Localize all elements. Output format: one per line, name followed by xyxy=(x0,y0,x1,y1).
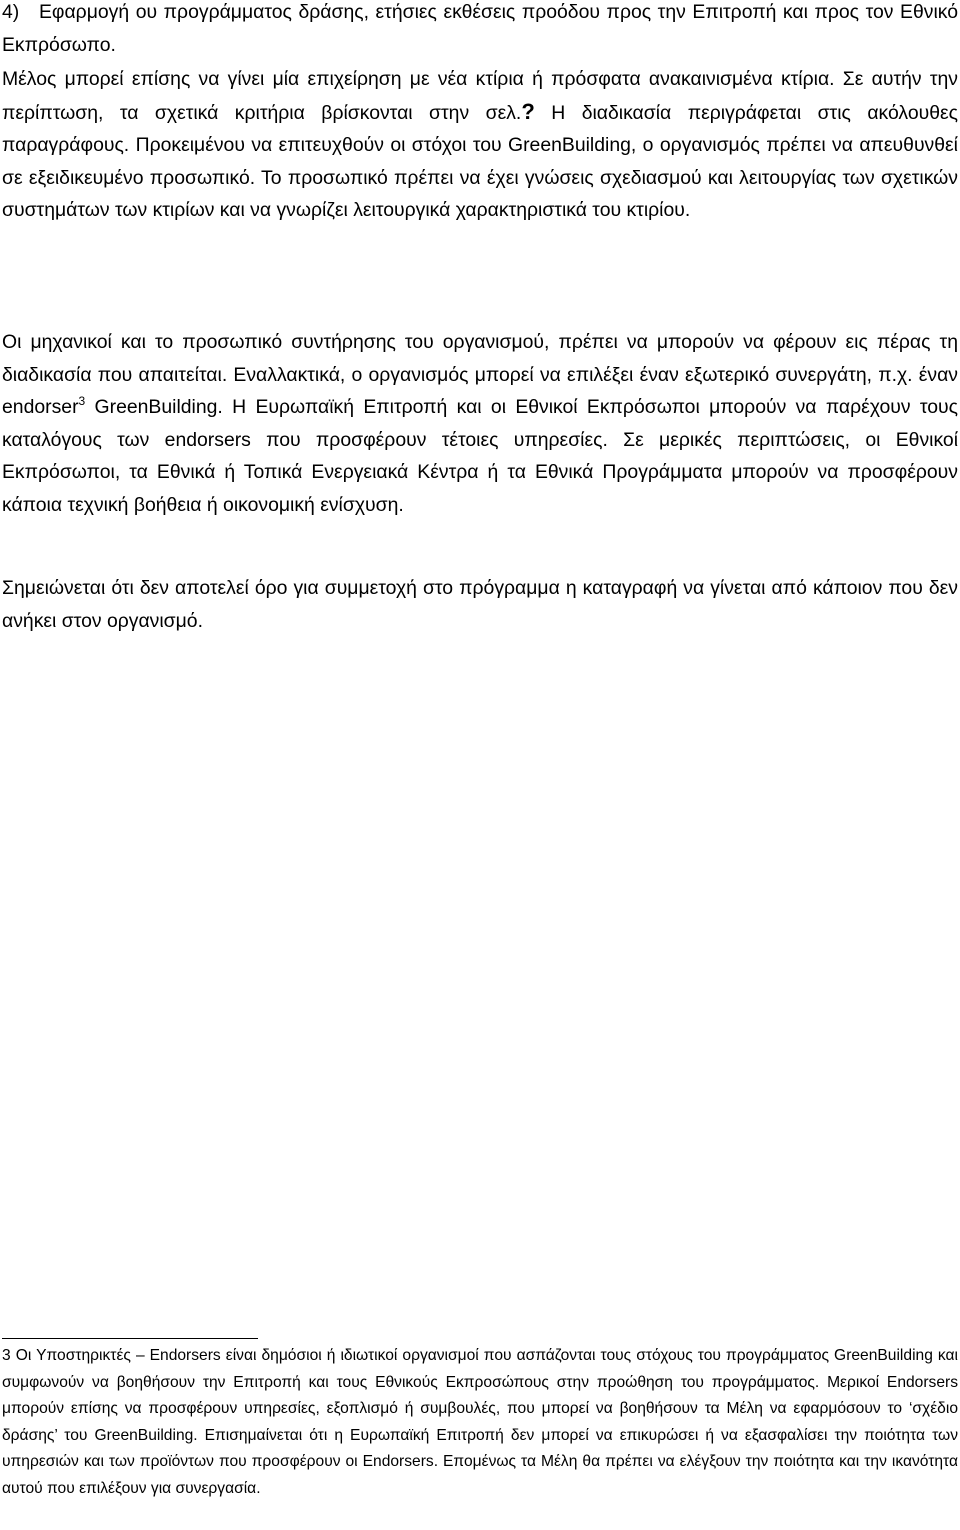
footnote xyxy=(2,1343,958,1502)
paragraph-engineers xyxy=(2,326,958,522)
list-item-number: 4) xyxy=(2,1,20,23)
footnote-number: 3 xyxy=(2,1347,11,1364)
paragraph-new-buildings xyxy=(2,63,958,227)
broken-reference-mark: ? xyxy=(521,98,535,124)
paragraph-text: Μέλος μπορεί επίσης να γίνει μία επιχείρηση με νέα κτίρια ή πρόσφατα ανακαινισμένα κτίρια. Σε αυτήν την περίπτωση, τα σχετικά κριτήρια βρίσκονται στην σελ. xyxy=(2,68,958,124)
footnote-reference: 3 xyxy=(78,394,86,409)
footnote-text: Οι Υποστηρικτές – Endorsers είναι δημόσιοι ή ιδιωτικοί οργανισμοί που ασπάζονται τους στόχους του προγράμματος GreenBuilding και συμφωνούν να βοηθήσουν την Επιτροπή και τους Εθνικούς Εκπροσώπους στην προώθηση του προγράμματος. Μερικοί Endorsers μπορούν επίσης να προσφέρουν υπηρεσίες, εξοπλισμό ή συμβουλές, που μπορεί να βοηθήσουν τα Μέλη να εφαρμόσουν το ‘σχέδιο δράσης’ του GreenBuilding. Επισημαίνεται ότι η Ευρωπαϊκή Επιτροπή δεν μπορεί να επικυρώσει ή να εξασφαλίσει την ποιότητα των υπηρεσιών και των προϊόντων που προσφέρουν οι Endorsers. Επομένως τα Μέλη θα πρέπει να ελέγξουν την ποιότητα και την ικανότητα αυτού που επιλέξουν για συνεργασία. xyxy=(2,1347,959,1497)
numbered-list-item xyxy=(2,0,958,61)
paragraph-text: GreenBuilding. Η Ευρωπαϊκή Επιτροπή και οι Εθνικοί Εκπρόσωποι μπορούν να παρέχουν τους καταλόγους των endorsers που προσφέρουν τέτοιες υπηρεσίες. Σε μερικές περιπτώσεις, οι Εθνικοί Εκπρόσωποι, τα Εθνικά ή Τοπικά Ενεργειακά Κέντρα ή τα Εθνικά Προγράμματα μπορούν να προσφέρουν κάποια τεχνική βοήθεια ή οικονομική ενίσχυση. xyxy=(2,396,958,516)
paragraph-text: Η διαδικασία περιγράφεται στις ακόλουθες παραγράφους. Προκειμένου να επιτευχθούν οι στόχοι του GreenBuilding, ο οργανισμός πρέπει να απευθυνθεί σε εξειδικευμένο προσωπικό. Το προσωπικό πρέπει να έχει γνώσεις σχεδιασμού και λειτουργίας των σχετικών συστημάτων των κτιρίων και να γνωρίζει λειτουργικά χαρακτηριστικά του κτιρίου. xyxy=(2,101,958,222)
footnote-separator xyxy=(2,1338,258,1339)
list-item-text: Εφαρμογή ου προγράμματος δράσης, ετήσιες εκθέσεις προόδου προς την Επιτροπή και προς τον Εθνικό Εκπρόσωπο. xyxy=(2,1,958,56)
paragraph-note: Σημειώνεται ότι δεν αποτελεί όρο για συμμετοχή στο πρόγραμμα η καταγραφή να γίνεται από κάποιον που δεν ανήκει στον οργανισμό. xyxy=(2,577,958,632)
paragraph-text: Οι μηχανικοί και το προσωπικό συντήρησης του οργανισμού, πρέπει να μπορούν να φέρουν εις πέρας τη διαδικασία που απαιτείται. Εναλλακτικά, ο οργανισμός μπορεί να επιλέξει έναν εξωτερικό συνεργάτη, π.χ. έναν endorser xyxy=(2,331,958,419)
